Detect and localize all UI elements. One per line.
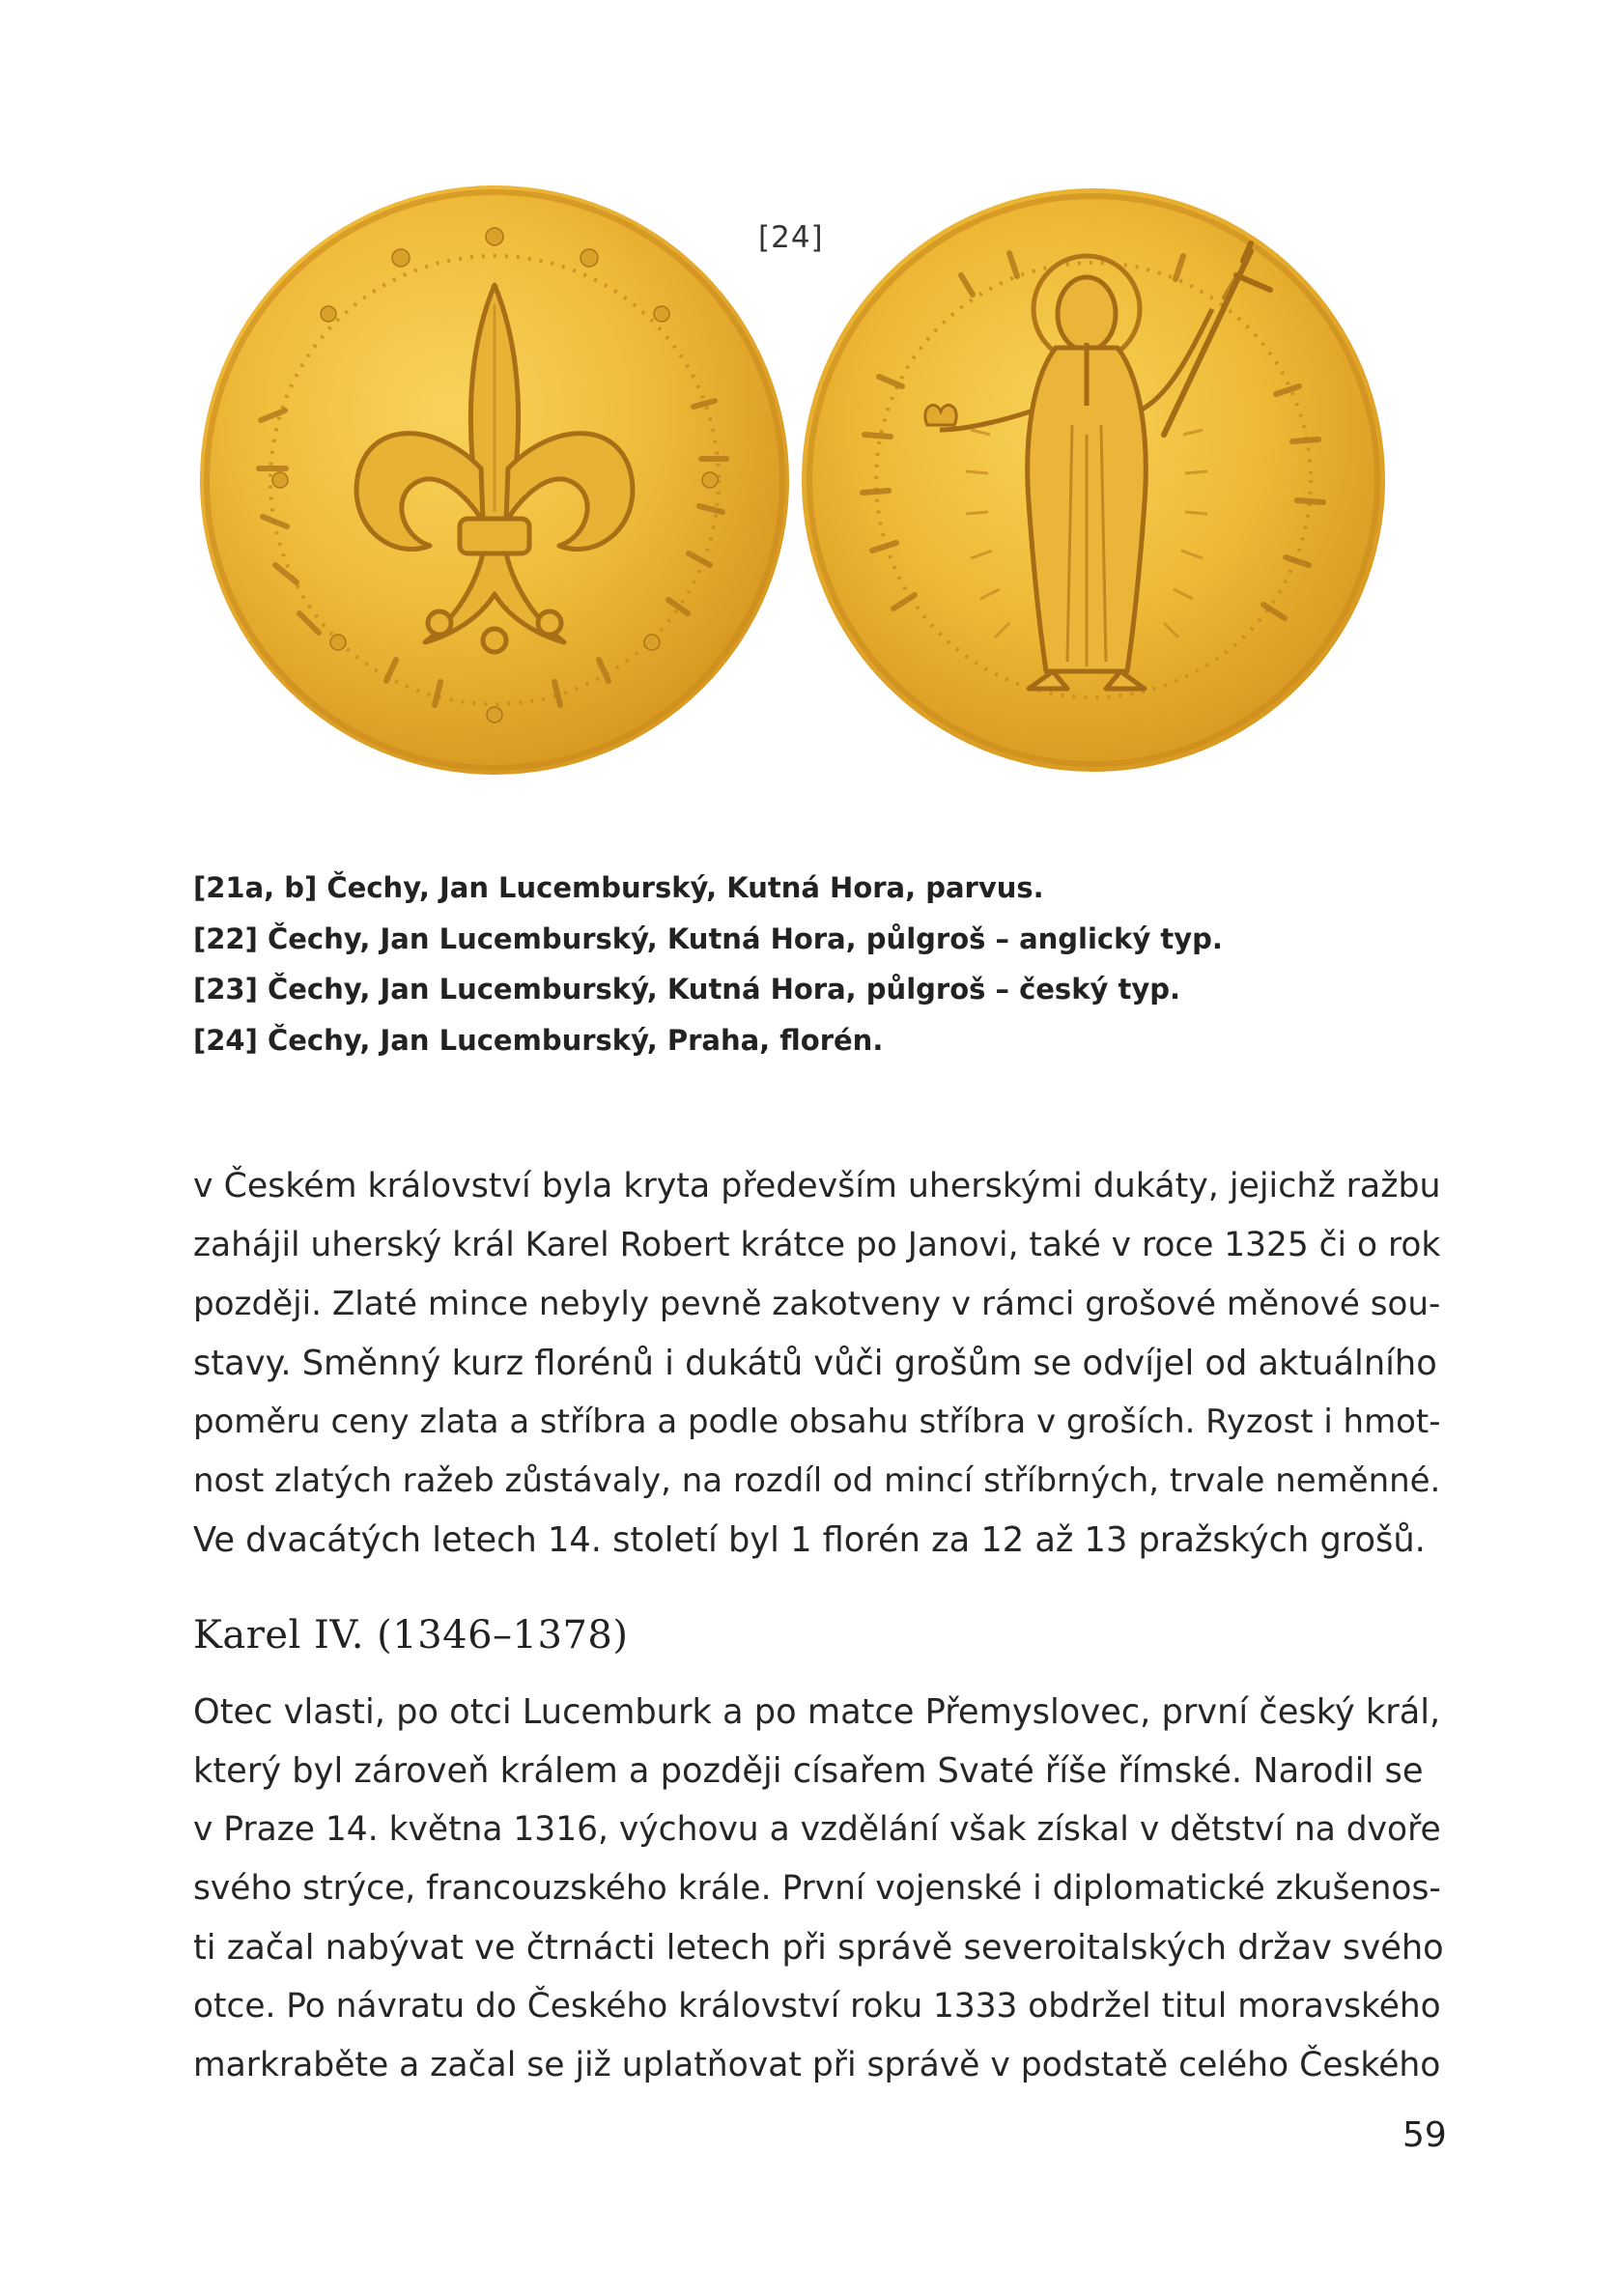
figure-number: [24] bbox=[758, 220, 824, 255]
paragraph-charles-iv bbox=[193, 1683, 1447, 2095]
text-line: zahájil uherský král Karel Robert krátce po Janovi, také v roce 1325 či o rok bbox=[193, 1226, 1441, 1264]
text-line: později. Zlaté mince nebyly pevně zakotveny v rámci grošové měnové sou- bbox=[193, 1285, 1441, 1323]
text-line: nost zlatých ražeb zůstávaly, na rozdíl od mincí stříbrných, trvale neměnné. bbox=[193, 1461, 1441, 1500]
coin-photographs bbox=[193, 179, 1391, 797]
section-heading: Karel IV. (1346–1378) bbox=[193, 1613, 629, 1658]
paragraph-gold-coins bbox=[193, 1157, 1447, 1570]
coin-reverse-image bbox=[797, 184, 1391, 778]
text-line: Otec vlasti, po otci Lucemburk a po matce Přemyslovec, první český král, bbox=[193, 1692, 1441, 1732]
text-line: otce. Po návratu do Českého království roku 1333 obdržel titul moravského bbox=[193, 1987, 1441, 2026]
page-number: 59 bbox=[1402, 2115, 1447, 2155]
text-line: ti začal nabývat ve čtrnácti letech při správě severoitalských držav svého bbox=[193, 1928, 1444, 1968]
text-line: v Praze 14. května 1316, výchovu a vzdělání však získal v dětství na dvoře bbox=[193, 1810, 1441, 1849]
coin-obverse-image bbox=[193, 179, 796, 781]
text-line: poměru ceny zlata a stříbra a podle obsahu stříbra v groších. Ryzost i hmot- bbox=[193, 1403, 1441, 1441]
text-line: který byl zároveň králem a později císařem Svaté říše římské. Narodil se bbox=[193, 1751, 1424, 1791]
caption-22: [22] Čechy, Jan Lucemburský, Kutná Hora, půlgroš – anglický typ. bbox=[193, 921, 1223, 955]
text-line: svého strýce, francouzského krále. První vojenské i diplomatické zkušenos- bbox=[193, 1869, 1441, 1908]
figure-captions bbox=[193, 863, 1449, 1065]
caption-23: [23] Čechy, Jan Lucemburský, Kutná Hora, půlgroš – český typ. bbox=[193, 973, 1181, 1006]
text-line: v Českém království byla kryta především uherskými dukáty, jejichž ražbu bbox=[193, 1167, 1441, 1205]
caption-24: [24] Čechy, Jan Lucemburský, Praha, florén. bbox=[193, 1023, 884, 1057]
text-line: markraběte a začal se již uplatňovat při správě v podstatě celého Českého bbox=[193, 2046, 1441, 2084]
text-line: stavy. Směnný kurz florénů i dukátů vůči grošům se odvíjel od aktuálního bbox=[193, 1344, 1437, 1383]
caption-21: [21a, b] Čechy, Jan Lucemburský, Kutná Hora, parvus. bbox=[193, 871, 1044, 904]
text-line: Ve dvacátých letech 14. století byl 1 florén za 12 až 13 pražských grošů. bbox=[193, 1520, 1426, 1560]
